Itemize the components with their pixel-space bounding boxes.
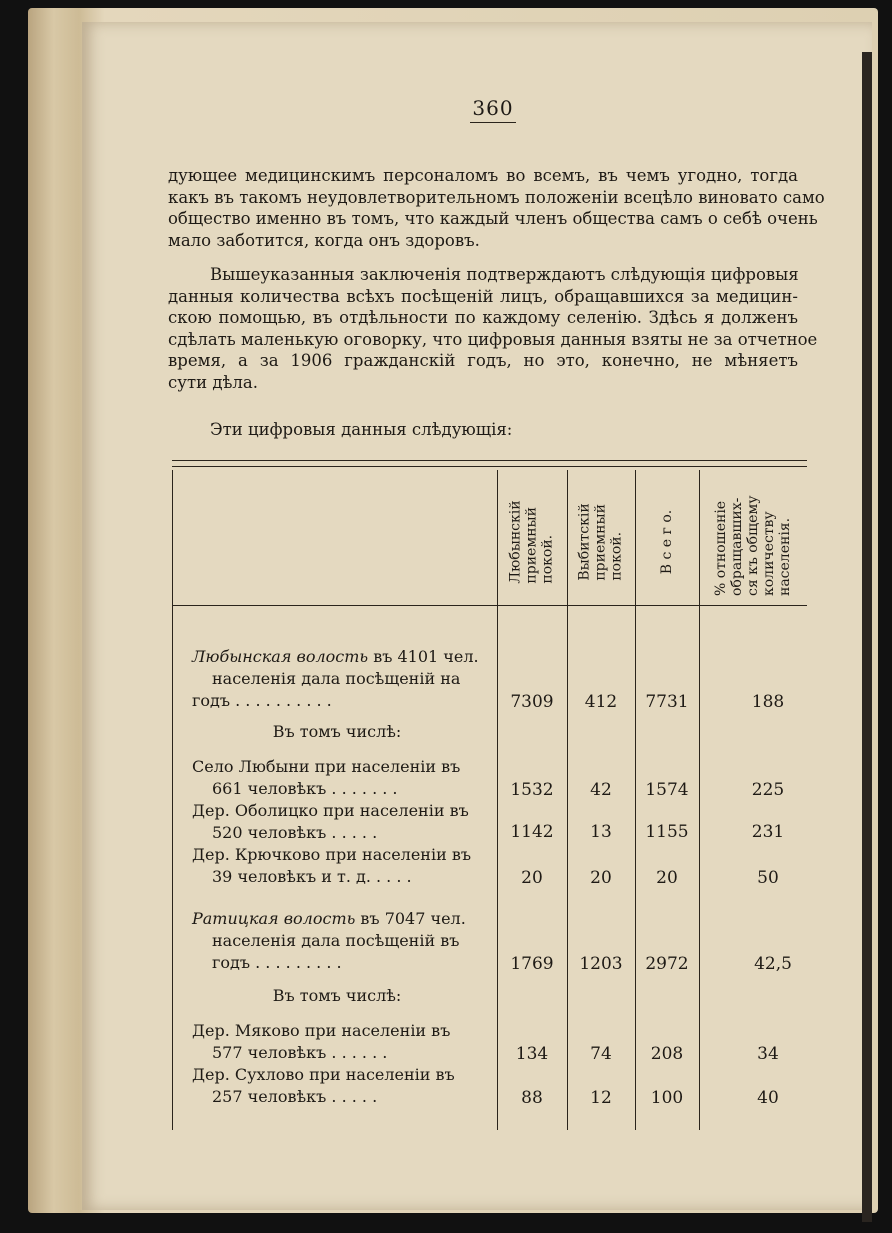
row-label: населенiя дала посѣщенiй на <box>212 669 461 688</box>
text-line: сути дѣла. <box>168 372 258 392</box>
cell-value: 1155 <box>645 822 689 842</box>
row-label: годъ . . . . . . . . . <box>212 953 342 972</box>
text-line: Эти цифровыя данныя слѣдующiя: <box>210 420 513 439</box>
cell-value: 20 <box>656 868 678 888</box>
cell-value: 1532 <box>510 780 554 800</box>
paragraph-1 <box>168 165 825 251</box>
page-shadow-strip <box>862 52 872 1222</box>
cell-value: 225 <box>751 780 785 800</box>
text-line: время, а за 1906 гражданскiй годъ, но это, конечно, не мѣняетъ <box>168 351 798 370</box>
row-label: 520 человѣкъ . . . . . <box>212 823 378 842</box>
cell-value: 50 <box>757 868 779 888</box>
column-header-percent: % отношенiе обращавших- ся къ общему количеству населенiя. <box>713 495 793 596</box>
statistics-table <box>162 460 807 1130</box>
text-line: какъ въ такомъ неудовлетворительномъ положенiи всецѣло виновато само <box>168 187 825 207</box>
row-label: Дер. Мяково при населенiи въ <box>192 1021 451 1040</box>
row-label: 577 человѣкъ . . . . . . <box>212 1043 388 1062</box>
cell-value: 1203 <box>579 954 623 974</box>
cell-value: 20 <box>521 868 543 888</box>
cell-value: 7309 <box>510 692 554 712</box>
row-label: 257 человѣкъ . . . . . <box>212 1087 378 1106</box>
cell-value: 42,5 <box>754 954 792 974</box>
row-label-italic: Любынская волость <box>192 647 369 666</box>
table-top-rule <box>172 460 807 461</box>
paragraph-3 <box>168 419 798 441</box>
row-label: въ 4101 чел. <box>368 647 479 666</box>
text-line: дующее медицинскимъ персоналомъ во всемъ, въ чемъ угодно, тогда <box>168 166 798 185</box>
text-line: мало заботится, когда онъ здоровъ. <box>168 230 480 250</box>
text-line: сдѣлать маленькую оговорку, что цифровыя данныя взяты не за отчетное <box>168 329 818 349</box>
text-line: общество именно въ томъ, что каждый членъ общества самъ о себѣ очень <box>168 209 818 228</box>
column-header-total: В с е г о. <box>659 509 675 575</box>
cell-value: 1142 <box>510 822 554 842</box>
row-label: въ 7047 чел. <box>355 909 466 928</box>
subheading: Въ томъ числѣ: <box>272 722 402 741</box>
cell-value: 13 <box>590 822 612 842</box>
cell-value: 1574 <box>645 780 689 800</box>
cell-value: 20 <box>590 868 612 888</box>
cell-value: 40 <box>757 1088 779 1108</box>
paragraph-2 <box>168 264 818 393</box>
subheading: Въ томъ числѣ: <box>272 986 402 1005</box>
row-label: Село Любыни при населенiи въ <box>192 757 461 776</box>
cell-value: 88 <box>521 1088 543 1108</box>
cell-value: 1769 <box>510 954 554 974</box>
cell-value: 231 <box>751 822 785 842</box>
table-top-rule-2 <box>172 466 807 467</box>
cell-value: 7731 <box>645 692 689 712</box>
cell-value: 134 <box>515 1044 549 1064</box>
row-label: населенiя дала посѣщенiй въ <box>212 931 460 950</box>
cell-value: 208 <box>650 1044 684 1064</box>
row-label: 39 человѣкъ и т. д. . . . . <box>212 867 412 886</box>
row-label: годъ . . . . . . . . . . <box>192 691 332 710</box>
text-line: данныя количества всѣхъ посѣщенiй лицъ, обращавшихся за медицин- <box>168 286 798 306</box>
cell-value: 42 <box>590 780 612 800</box>
cell-value: 2972 <box>645 954 689 974</box>
cell-value: 34 <box>757 1044 779 1064</box>
cell-value: 412 <box>584 692 618 712</box>
cell-value: 100 <box>650 1088 684 1108</box>
text-line: скою помощью, въ отдѣльности по каждому селенiю. Здѣсь я долженъ <box>168 308 798 327</box>
cell-value: 74 <box>590 1044 612 1064</box>
page-number: 360 <box>470 96 516 123</box>
book-page <box>82 22 872 1210</box>
row-label: Дер. Оболицко при населенiи въ <box>192 801 469 820</box>
table-left-border <box>172 470 173 1130</box>
cell-value: 12 <box>590 1088 612 1108</box>
row-label: 661 человѣкъ . . . . . . . <box>212 779 398 798</box>
column-header-vybiti: Выбитскiй приемный покой. <box>577 503 625 581</box>
column-header-lyubyni: Любынскiй приемный покой. <box>508 500 556 584</box>
text-line: Вышеуказанныя заключенiя подтверждаютъ слѣдующiя цифровыя <box>210 265 799 284</box>
row-label: Дер. Сухлово при населенiи въ <box>192 1065 455 1084</box>
row-label: Дер. Крючково при населенiи въ <box>192 845 472 864</box>
cell-value: 188 <box>751 692 785 712</box>
row-label-italic: Ратицкая волость <box>192 909 356 928</box>
